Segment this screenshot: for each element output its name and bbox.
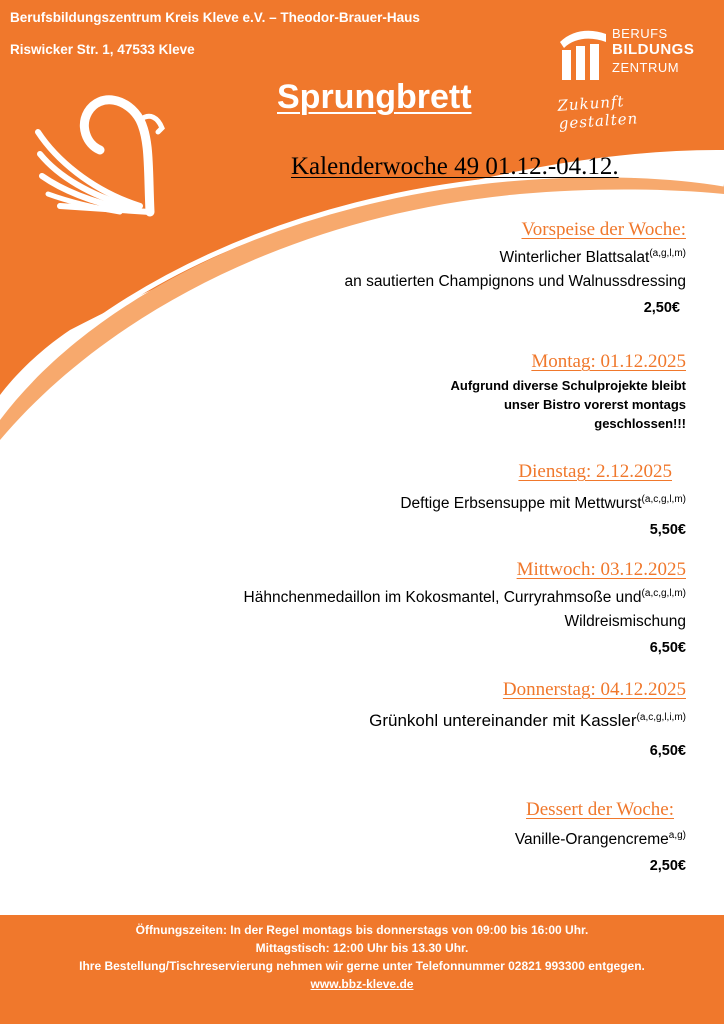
thursday-dish — [369, 706, 686, 733]
tuesday-allergens: (a,c,g,l,m) — [641, 494, 686, 505]
thursday-dish-text: Grünkohl untereinander mit Kassler — [369, 711, 637, 730]
starter-dish-text: Winterlicher Blattsalat — [499, 249, 650, 266]
monday-section — [451, 350, 686, 433]
footer-opening-hours: Öffnungszeiten: In der Regel montags bis donnerstags von 09:00 bis 16:00 Uhr. — [135, 923, 589, 937]
starter-price: 2,50€ — [643, 300, 680, 316]
starter-heading: Vorspeise der Woche: — [521, 219, 686, 240]
tuesday-price: 5,50€ — [649, 522, 686, 538]
dessert-dish-text: Vanille-Orangencreme — [514, 831, 669, 848]
tuesday-dish-text: Deftige Erbsensuppe mit Mettwurst — [400, 495, 642, 512]
logo-mark-icon — [556, 24, 608, 84]
starter-dish — [345, 242, 686, 270]
footer-lunch-time: Mittagstisch: 12:00 Uhr bis 13.30 Uhr. — [255, 941, 469, 955]
dessert-section — [515, 798, 686, 878]
tuesday-heading: Dienstag: 2.12.2025 — [518, 461, 672, 482]
wednesday-section — [244, 558, 686, 660]
wednesday-dish-text: Hähnchenmedaillon im Kokosmantel, Curryrahmsoße und — [243, 589, 642, 606]
logo-word-berufs: BERUFS — [612, 26, 668, 41]
dessert-allergens: a,g) — [668, 830, 686, 841]
logo-word-zentrum: ZENTRUM — [612, 60, 680, 75]
dessert-dish — [515, 824, 686, 852]
wednesday-allergens: (a,c,g,l,m) — [641, 588, 686, 599]
monday-notice-line-2: unser Bistro vorerst montags — [503, 397, 686, 412]
wednesday-detail: Wildreismischung — [564, 613, 686, 630]
wednesday-heading: Mittwoch: 03.12.2025 — [516, 559, 686, 580]
logo-word-bildungs: BILDUNGS — [612, 41, 695, 58]
dessert-price: 2,50€ — [649, 858, 686, 874]
calendar-week: Kalenderwoche 49 01.12.-04.12. — [291, 153, 619, 180]
starter-section — [345, 218, 686, 320]
starter-allergens: (a,g,l,m) — [649, 248, 686, 259]
wednesday-dish — [244, 582, 686, 610]
tuesday-section — [400, 460, 686, 542]
dessert-heading: Dessert der Woche: — [526, 799, 674, 820]
thursday-section — [369, 678, 686, 763]
footer-reservation: Ihre Bestellung/Tischreservierung nehmen wir gerne unter Telefonnummer 02821 993300 entgegen. — [79, 959, 645, 973]
monday-notice-line-3: geschlossen!!! — [594, 416, 686, 431]
thursday-allergens: (a,c,g,l,i,m) — [636, 712, 686, 723]
page-title: Sprungbrett — [277, 78, 472, 116]
wednesday-price: 6,50€ — [649, 640, 686, 656]
bbz-logo — [556, 24, 696, 133]
thursday-price: 6,50€ — [649, 743, 686, 759]
organization-address: Riswicker Str. 1, 47533 Kleve — [10, 42, 195, 57]
tuesday-dish — [400, 488, 686, 516]
organization-name: Berufsbildungszentrum Kreis Kleve e.V. – Theodor-Brauer-Haus — [10, 10, 420, 25]
starter-detail: an sautierten Champignons und Walnussdressing — [344, 273, 686, 290]
logo-slogan: Zukunft gestalten — [556, 92, 639, 133]
monday-notice-line-1: Aufgrund diverse Schulprojekte bleibt — [450, 378, 686, 393]
monday-heading: Montag: 01.12.2025 — [531, 351, 686, 372]
footer — [0, 915, 724, 1024]
thursday-heading: Donnerstag: 04.12.2025 — [502, 679, 686, 700]
footer-website-link[interactable]: www.bbz-kleve.de — [310, 977, 414, 991]
